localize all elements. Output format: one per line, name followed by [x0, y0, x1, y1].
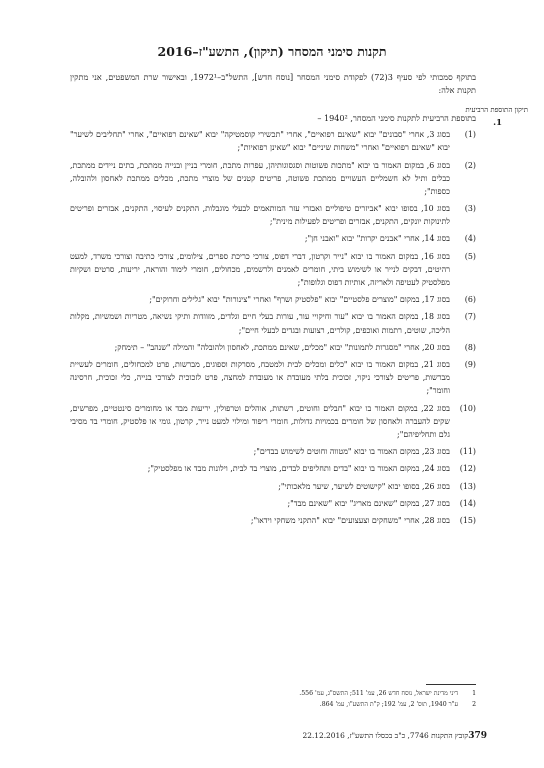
- list-item: [70, 250, 476, 289]
- list-item-number: (5): [464, 251, 476, 261]
- footnote-divider: [426, 684, 476, 685]
- document-title: תקנות סימני המסחר (תיקון), התשע"ז–2016: [157, 44, 387, 59]
- page-number: 379: [468, 731, 487, 741]
- footnote-text: דיני מדינת ישראל, נוסח חדש 26, עמ' 511; התשס"ג, עמ' 556.: [299, 690, 458, 697]
- list-item-number: (2): [464, 160, 476, 170]
- list-item-text: בסוג 16, במקום האמור בו יבוא "נייר וקרטון, דברי דפוס, צורכי כריכת ספרים, צילומים, צורכי כתיבה וצורכי משרד, למעט רהיטים, דבקים לנייר או לשימוש ביתי, חומרים לאמנים ולרשמים, מכחולים, חומרי לימוד והוראה, יריעות, סרטים ושקיות מפלסטיק לעטיפה ולאריזה, אותיות דפוס וגלופות";: [70, 251, 450, 287]
- list-item-number: (4): [464, 234, 476, 244]
- list-item: [70, 341, 476, 354]
- section-intro: בתוספת הרביעית לתקנות סימני המסחר, 1940² –: [317, 113, 476, 123]
- list-item-text: בסוג 21, במקום האמור בו יבוא "כלים ומכלים לבית ולמטבח, מסרקות וספוגים, מברשות, פרט למכחולים, חומרים לעשיית מברשות, פריטים לצורכי ניקוי, זכוכית בלתי מעובדת או מעובדת למחצה, פרט לזכוכית לצורכי בנייה, כלי זכוכית, חרסינה וחומר";: [70, 360, 450, 396]
- list-item-number: (12): [459, 464, 476, 474]
- page-footer: [55, 731, 487, 741]
- list-item: [70, 402, 476, 441]
- list-item-text: בסוג 6, במקום האמור בו יבוא "מתכות פשוטות וסגסוגותיהן, עפרות מתכת, חומרי בניין ובנייה ממתכת, בתים ניידים ממתכת, כבלים ותיל לא חשמליים העשויים ממתכת פשוטה, פריטים קטנים של מוצרי מתכת, מכלים ממתכת לאחסון ולהובלה, כספות";: [70, 160, 450, 196]
- list-item-text: בסוג 22, במקום האמור בו יבוא "חבלים וחוטים, רשתות, אוהלים וטרפולין, יריעות מבד או מחומרים סינטטיים, מפרשים, שקים להעברה ולאחסון של חומרים בכמויות גדולות, חומרי ריפוד ומילוי למעט נייר, קרטון, גומי או פלסטיק, חומרי בד מסיבי גלם ותחליפיהם";: [70, 403, 450, 439]
- list-item-text: בסוג 3, אחרי "סבונים" יבוא "שאינם רפואיים", אחרי "תכשירי קוסמטיקה" יבוא "שאינם רפואיים", אחרי "תחליבים לשיער" יבוא "שאינם רפואיים" ואחרי "משחות שיניים" יבוא "שאינן רפואיות";: [70, 130, 450, 153]
- footnote: [70, 699, 476, 710]
- list-item: [70, 358, 476, 397]
- list-item-number: (11): [459, 447, 476, 457]
- section-number: 1.: [493, 118, 502, 128]
- list-item-text: בסוג 20, אחרי "מסגרות לתמונות" יבוא "מכלים, שאינם ממתכת, לאחסון ולהובלה" והמילה "שנהב" – תימחק;: [114, 342, 450, 352]
- footer-text: קובץ התקנות 7746, כ"ב בכסלו התשע"ז, 22.12.2016: [302, 731, 469, 740]
- list-item-text: בסוג 27, במקום "שאינם מאריג" יבוא "שאינם מבד";: [287, 498, 450, 508]
- footnote-text: ע"ר 1940, תוס' 2, עמ' 192; ק"ת התשע"ו, עמ' 864.: [319, 701, 458, 708]
- list-item-number: (15): [459, 516, 476, 526]
- list-item-number: (1): [464, 130, 476, 140]
- list-item-number: (3): [464, 204, 476, 214]
- preamble: בתוקף סמכותי לפי סעיף 3(72) לפקודת סימני המסחר [נוסח חדש], התשל"ב–1972¹, ובאישור שרת המשפטים, אני מתקין תקנות אלה:: [70, 72, 476, 96]
- list-item-number: (14): [459, 498, 476, 508]
- list-item: [70, 497, 476, 510]
- list-item-text: בסוג 18, במקום האמור בו יבוא "עור וחיקויי עור, עורות בעלי חיים וגלדים, מזוודות ותיקי נשיאה, מטריות ושמשיות, מקלות הליכה, שוטים, רתמות ואוכפים, קולרים, רצועות ובגדים לבעלי חיים";: [70, 312, 450, 335]
- list-item: [70, 128, 476, 154]
- list-item: [70, 202, 476, 228]
- list-item-number: (6): [464, 295, 476, 305]
- list-item: [70, 232, 476, 245]
- list-item: [70, 514, 476, 527]
- list-item-number: (7): [464, 312, 476, 322]
- list-item-text: בסוג 24, במקום האמור בו יבוא "בדים ותחליפים לבדים, מוצרי בד לבית, וילונות מבד או מפלסטיק";: [147, 464, 450, 474]
- list-item-number: (9): [464, 360, 476, 370]
- list-item-number: (10): [459, 403, 476, 413]
- list-item-number: (13): [459, 481, 476, 491]
- footnote-number: 1: [472, 690, 476, 697]
- list-item-text: בסוג 10, בסופו יבוא "אביזרים טיפוליים ואבזרי עזר המותאמים לבעלי מוגבלות, התקנים לעיסוי, התקנים, אבזרים ופריטים לתינוקות יונקים, התקנים, אבזרים ופריטים לפעילות מינית";: [70, 204, 450, 227]
- list-item: [70, 159, 476, 198]
- list-item: [70, 445, 476, 458]
- list-item: [70, 462, 476, 475]
- margin-note: תיקון התוספת הרביעית: [465, 106, 528, 114]
- list-item: [70, 480, 476, 493]
- list-item-text: בסוג 17, במקום "מוצרים פלסטיים" יבוא "פלסטיק ושרף" ואחרי "צינורות" יבוא "גלילים וחרוקים";: [149, 295, 450, 305]
- footnotes: [70, 688, 476, 710]
- list-item-text: בסוג 26, בסופו יבוא "קישוטים לשיער, שיער מלאכותי";: [278, 481, 450, 491]
- list-item-number: (8): [464, 342, 476, 352]
- footnote: [70, 688, 476, 699]
- list-item-text: בסוג 28, אחרי "משחקים וצעצועים" יבוא "התקני משחקי וידאו";: [250, 516, 450, 526]
- list-item-text: בסוג 14, אחרי "אבנים יקרות" יבוא "ואבני חן";: [304, 234, 450, 244]
- list-item: [70, 310, 476, 336]
- footnote-number: 2: [472, 701, 476, 708]
- list-item-text: בסוג 23, במקום האמור בו יבוא "מטווה וחוטים לשימוש בבדים";: [253, 447, 450, 457]
- list-item: [70, 293, 476, 306]
- amendment-list: [70, 124, 476, 527]
